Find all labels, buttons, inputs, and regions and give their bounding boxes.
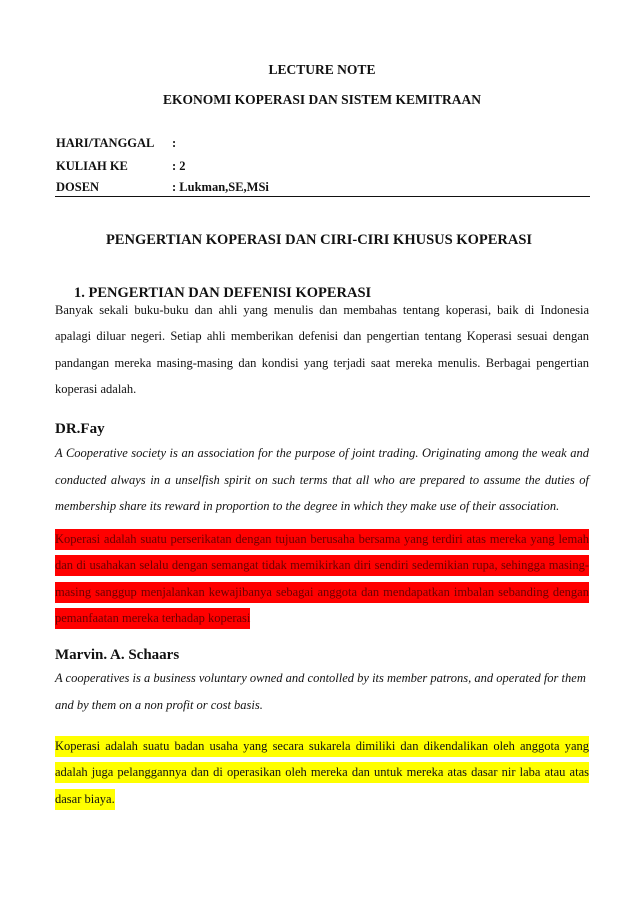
meta-value: : 2 xyxy=(172,159,186,173)
highlighted-translation-yellow xyxy=(55,733,589,812)
section-title: PENGERTIAN KOPERASI DAN CIRI-CIRI KHUSUS KOPERASI xyxy=(105,232,533,248)
english-quote: A Cooperative society is an association for the purpose of joint trading. Originating among the weak and conducted always in a unselfish spirit on such terms that all who are prepared to assume the duties of membership share its reward in proportion to the degree in which they make use of their association. xyxy=(55,446,589,513)
translation-text: Koperasi adalah suatu badan usaha yang secara sukarela dimiliki dan dikendalikan oleh anggota yang adalah juga pelanggannya dan di operasikan oleh mereka dan untuk mereka atas dasar nir laba atau atas dasar biaya. xyxy=(55,736,589,810)
horizontal-divider xyxy=(55,196,590,197)
meta-key: KULIAH KE xyxy=(56,159,128,173)
translation-text: Koperasi adalah suatu perserikatan dengan tujuan berusaha bersama yang terdiri atas mereka yang lemah dan di usahakan selalu dengan semangat tidak memikirkan diri sendiri sedemikian rupa, sehingga masing-masing sanggup menjalankan kewajibanya sebagai anggota dan mendapatkan imbalan sebanding dengan pemanfaatan mereka terhadap koperasi xyxy=(55,529,589,629)
english-quote: A cooperatives is a business voluntary owned and contolled by its member patrons, and operated for them and by them on a non profit or cost basis. xyxy=(55,671,586,712)
meta-value: : xyxy=(172,136,177,150)
document-subtitle: EKONOMI KOPERASI DAN SISTEM KEMITRAAN xyxy=(162,92,482,107)
intro-paragraph: Banyak sekali buku-buku dan ahli yang menulis dan membahas tentang koperasi, baik di Indonesia apalagi diluar negeri. Setiap ahli memberikan defenisi dan pengertian tentang Koperasi sesuai dengan pandangan mereka masing-masing dan kondisi yang terjadi saat mereka menulis. Berbagai pengertian koperasi adalah. xyxy=(55,303,589,396)
section-heading: 1. PENGERTIAN DAN DEFENISI KOPERASI xyxy=(74,285,372,301)
highlighted-translation-red xyxy=(55,526,589,632)
author-name: DR.Fay xyxy=(55,421,105,437)
meta-value: : Lukman,SE,MSi xyxy=(172,180,269,194)
meta-key: DOSEN xyxy=(56,180,100,194)
document-title: LECTURE NOTE xyxy=(268,62,376,77)
author-name: Marvin. A. Schaars xyxy=(55,647,180,663)
meta-key: HARI/TANGGAL xyxy=(56,136,155,150)
